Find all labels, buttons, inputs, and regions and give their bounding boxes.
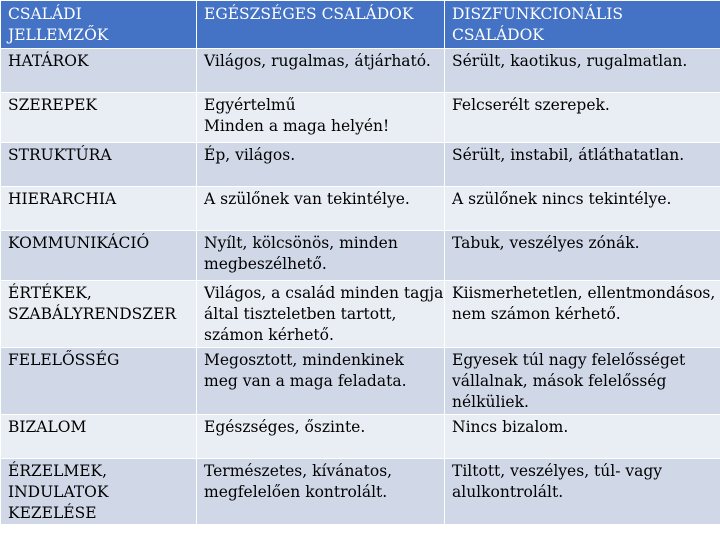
dysfunctional-cell: [445, 348, 720, 415]
healthy-cell: [197, 93, 445, 143]
cell-text-line: HIERARCHIA: [8, 190, 117, 208]
cell-text-line: INDULATOK: [8, 483, 109, 501]
trait-cell: [1, 143, 197, 187]
trait-cell: [1, 93, 197, 143]
healthy-cell: [197, 187, 445, 231]
dysfunctional-cell: [445, 415, 720, 459]
dysfunctional-cell: [445, 459, 720, 525]
header-cell-traits: CSALÁDI JELLEMZŐK: [1, 1, 197, 49]
dysfunctional-cell: [445, 231, 720, 281]
cell-text-line: Egészséges, őszinte.: [204, 418, 366, 436]
cell-text-line: ÉRTÉKEK,: [8, 284, 92, 302]
trait-cell: [1, 348, 197, 415]
cell-text-line: A szülőnek van tekintélye.: [204, 190, 410, 208]
header-row: [1, 1, 720, 49]
healthy-cell: [197, 459, 445, 525]
dysfunctional-cell: [445, 187, 720, 231]
healthy-cell: [197, 415, 445, 459]
cell-text-line: Nyílt, kölcsönös, minden: [204, 234, 398, 252]
healthy-cell: [197, 49, 445, 93]
cell-text-line: SZABÁLYRENDSZER: [8, 305, 177, 323]
table-row: [1, 459, 720, 525]
cell-text-line: megfelelően kontrolált.: [204, 483, 388, 501]
cell-text-line: KEZELÉSE: [8, 504, 97, 522]
healthy-cell: [197, 231, 445, 281]
dysfunctional-cell: [445, 281, 720, 348]
table-row: [1, 143, 720, 187]
dysfunctional-cell: [445, 143, 720, 187]
cell-text-line: vállalnak, mások felelősség: [452, 372, 667, 390]
dysfunctional-cell: [445, 49, 720, 93]
trait-cell: [1, 187, 197, 231]
dysfunctional-cell: [445, 93, 720, 143]
healthy-cell: [197, 348, 445, 415]
trait-cell: [1, 415, 197, 459]
table-row: [1, 348, 720, 415]
cell-text-line: Megosztott, mindenkinek: [204, 351, 404, 369]
cell-text-line: STRUKTÚRA: [8, 146, 112, 164]
cell-text-line: KOMMUNIKÁCIÓ: [8, 234, 150, 252]
cell-text-line: Természetes, kívánatos,: [204, 462, 393, 480]
cell-text-line: FELELŐSSÉG: [8, 351, 120, 369]
cell-text-line: által tiszteletben tartott,: [204, 305, 397, 323]
cell-text-line: megbeszélhető.: [204, 255, 327, 273]
cell-text-line: Egyértelmű: [204, 96, 296, 114]
cell-text-line: A szülőnek nincs tekintélye.: [452, 190, 672, 208]
cell-text-line: HATÁROK: [8, 52, 89, 70]
cell-text-line: Tiltott, veszélyes, túl- vagy: [452, 462, 663, 480]
cell-text-line: Minden a maga helyén!: [204, 117, 390, 135]
trait-cell: [1, 231, 197, 281]
table-header: [1, 1, 720, 49]
table-row: [1, 49, 720, 93]
table-row: [1, 281, 720, 348]
header-cell-dysfunctional: DISZFUNKCIONÁLIS CSALÁDOK: [445, 1, 720, 49]
cell-text-line: nélküliek.: [452, 393, 529, 411]
cell-text-line: SZEREPEK: [8, 96, 98, 114]
cell-text-line: Nincs bizalom.: [452, 418, 569, 436]
cell-text-line: alulkontrolált.: [452, 483, 564, 501]
table-body: [1, 49, 720, 525]
table-row: [1, 415, 720, 459]
cell-text-line: meg van a maga feladata.: [204, 372, 407, 390]
table-row: [1, 187, 720, 231]
cell-text-line: Ép, világos.: [204, 146, 296, 164]
cell-text-line: Felcserélt szerepek.: [452, 96, 610, 114]
trait-cell: [1, 281, 197, 348]
header-cell-healthy: EGÉSZSÉGES CSALÁDOK: [197, 1, 445, 49]
cell-text-line: nem számon kérhető.: [452, 305, 621, 323]
cell-text-line: BIZALOM: [8, 418, 87, 436]
cell-text-line: ÉRZELMEK,: [8, 462, 108, 480]
trait-cell: [1, 459, 197, 525]
cell-text-line: Kiismerhetetlen, ellentmondásos,: [452, 284, 716, 302]
cell-text-line: Világos, rugalmas, átjárható.: [204, 52, 431, 70]
cell-text-line: Egyesek túl nagy felelősséget: [452, 351, 686, 369]
trait-cell: [1, 49, 197, 93]
healthy-cell: [197, 281, 445, 348]
table-row: [1, 93, 720, 143]
cell-text-line: Világos, a család minden tagja: [204, 284, 444, 302]
cell-text-line: Tabuk, veszélyes zónák.: [452, 234, 640, 252]
cell-text-line: számon kérhető.: [204, 326, 334, 344]
cell-text-line: Sérült, instabil, átláthatatlan.: [452, 146, 685, 164]
cell-text-line: Sérült, kaotikus, rugalmatlan.: [452, 52, 688, 70]
table-row: [1, 231, 720, 281]
healthy-cell: [197, 143, 445, 187]
